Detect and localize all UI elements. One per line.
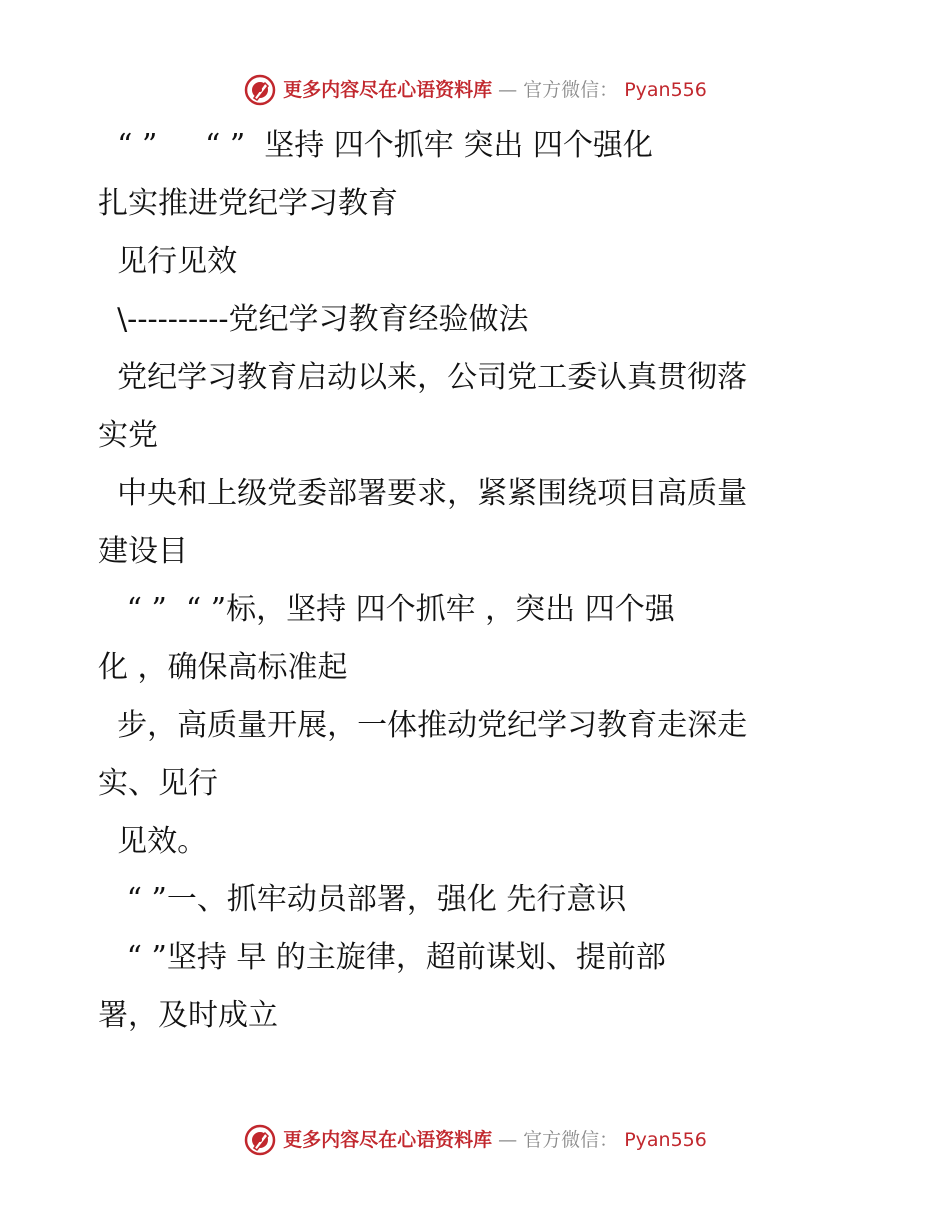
watermark-separator: —	[498, 79, 518, 101]
text-line: 见效。	[98, 824, 208, 859]
watermark-main-text: 更多内容尽在心语资料库	[283, 1129, 493, 1151]
pen-nib-icon	[243, 73, 277, 107]
text-line: 见行见效	[98, 244, 238, 279]
watermark-wechat-id: Pyan556	[624, 1129, 707, 1151]
text-line: “ ”坚持 早 的主旋律，超前谋划、提前部	[98, 940, 666, 975]
text-line: 步，高质量开展，一体推动党纪学习教育走深走	[98, 708, 748, 743]
watermark-main-text: 更多内容尽在心语资料库	[283, 79, 493, 101]
watermark-wechat-id: Pyan556	[624, 79, 707, 101]
document-body	[98, 117, 868, 1045]
header-watermark	[0, 70, 950, 110]
watermark-wechat-label: 官方微信：	[523, 79, 619, 101]
watermark-wechat-label: 官方微信：	[523, 1129, 619, 1151]
pen-nib-icon	[243, 1123, 277, 1157]
text-line: 署，及时成立	[98, 998, 278, 1033]
text-line: 中央和上级党委部署要求，紧紧围绕项目高质量	[98, 476, 748, 511]
footer-watermark	[0, 1120, 950, 1160]
text-line: 化 ，确保高标准起	[98, 650, 348, 685]
text-line: 实、见行	[98, 766, 218, 801]
text-line: 建设目	[98, 534, 188, 569]
text-line: \----------党纪学习教育经验做法	[98, 302, 529, 337]
text-line: 扎实推进党纪学习教育	[98, 186, 398, 221]
text-line: 党纪学习教育启动以来，公司党工委认真贯彻落	[98, 360, 748, 395]
watermark-separator: —	[498, 1129, 518, 1151]
text-line: “ ”一、抓牢动员部署，强化 先行意识	[98, 882, 627, 917]
text-line: “ ” “ ” 坚持 四个抓牢 突出 四个强化	[98, 128, 653, 163]
text-line: “ ” “ ”标，坚持 四个抓牢 ，突出 四个强	[98, 592, 675, 627]
text-line: 实党	[98, 418, 158, 453]
